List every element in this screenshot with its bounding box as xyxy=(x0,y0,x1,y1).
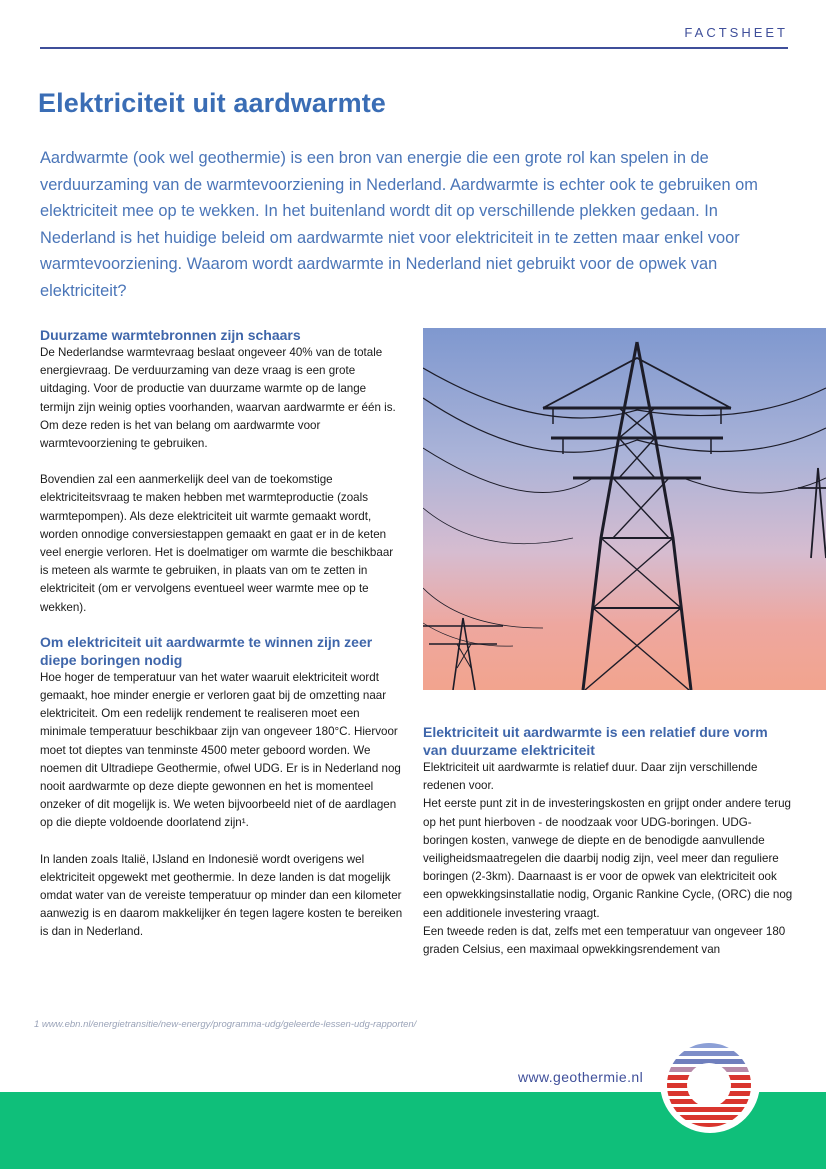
electricity-pylon-photo xyxy=(423,328,826,690)
paragraph: In landen zoals Italië, IJsland en Indonesië wordt overigens wel elektriciteit opgewekt met geothermie. In deze landen is dat mogelijk omdat water van de vereiste temperatuur op minder dan een kilometer aanwezig is en daarom makkelijker én tegen lagere kosten te bereiken is dan in Nederland. xyxy=(40,852,403,939)
footnote: 1 www.ebn.nl/energietransitie/new-energy/programma-udg/geleerde-lessen-udg-rapporten/ xyxy=(34,1019,417,1030)
left-column xyxy=(40,326,404,942)
geothermie-logo xyxy=(665,1041,753,1129)
paragraph: De Nederlandse warmtevraag beslaat ongeveer 40% van de totale energievraag. De verduurzaming van deze vraag is een grote uitdaging. Voor de productie van duurzame warmte op de lange termijn zijn weinig opties voorhanden, waarvan aardwarmte er één is. Om deze reden is het van belang om aardwarmte voor warmtevoorziening te gebruiken. xyxy=(40,346,396,451)
section-heading-kosten: Elektriciteit uit aardwarmte is een relatief dure vorm van duurzame elektriciteit xyxy=(423,724,768,758)
website-link[interactable]: www.geothermie.nl xyxy=(518,1069,644,1085)
header-divider xyxy=(40,47,788,49)
paragraph: Het eerste punt zit in de investeringskosten en grijpt onder andere terug op het punt hierboven - de noodzaak voor UDG-boringen. UDG-boringen kosten, vanwege de diepte en de benodigde aanvullende veiligheidsmaatregelen die daarbij nodig zijn, veel meer dan reguliere boringen (2-3km). Daarnaast is er voor de opwek van elektriciteit ook een opwekkingsinstallatie nodig, Organic Rankine Cycle, (ORC) die nog een additionele investering vraagt. xyxy=(423,797,793,920)
paragraph: Elektriciteit uit aardwarmte is relatief duur. Daar zijn verschillende redenen voor. xyxy=(423,761,758,793)
paragraph: Een tweede reden is dat, zelfs met een temperatuur van ongeveer 180 graden Celsius, een maximaal opwekkingsrendement van xyxy=(423,924,786,957)
section-heading-boringen: Om elektriciteit uit aardwarmte te winnen zijn zeer diepe boringen nodig xyxy=(40,633,373,668)
intro-paragraph: Aardwarmte (ook wel geothermie) is een bron van energie die een grote rol kan spelen in de verduurzaming van de warmtevoorziening in Nederland. Aardwarmte is echter ook te gebruiken om elektriciteit mee op te wekken. In het buitenland wordt dit op verschillende plekken gedaan. In Nederland is het huidige beleid om aardwarmte niet voor elektriciteit in te zetten maar enkel voor warmtevoorziening. Waarom wordt aardwarmte in Nederland niet gebruikt voor de opwek van elektriciteit? xyxy=(40,149,758,300)
paragraph: Bovendien zal een aanmerkelijk deel van de toekomstige elektriciteitsvraag te maken hebben met warmteproductie (zoals warmtepompen). Als deze elektriciteit uit warmte gemaakt wordt, worden onnodige conversiestappen gemaakt en gaat er in de keten veel energie verloren. Het is doelmatiger om warmte die beschikbaar is meteen als warmte te gebruiken, in plaats van om te zetten in elektriciteit (om er vervolgens eventueel weer warmte mee op te wekken). xyxy=(40,473,394,614)
paragraph: Hoe hoger de temperatuur van het water waaruit elektriciteit wordt gemaakt, hoe minder energie er verloren gaat bij de omzetting naar elektriciteit. Om een redelijk rendement te realiseren moet een minimale temperatuur beschikbaar zijn van ongeveer 180°C. Hiervoor moet tot dieptes van tenminste 4500 meter geboord worden. We noemen dit Ultradiepe Geothermie, ofwel UDG. Er is in Nederland nog nooit aardwarmte op deze diepte gewonnen en het is momenteel onzeker of dit mogelijk is. We weten bijvoorbeeld niet of de aardlagen op die diepte voldoende doorlatend zijn¹. xyxy=(40,670,401,830)
right-column xyxy=(423,723,793,959)
factsheet-label: FACTSHEET xyxy=(684,25,788,40)
page-title: Elektriciteit uit aardwarmte xyxy=(38,88,386,118)
section-heading-warmtebronnen: Duurzame warmtebronnen zijn schaars xyxy=(40,327,301,343)
